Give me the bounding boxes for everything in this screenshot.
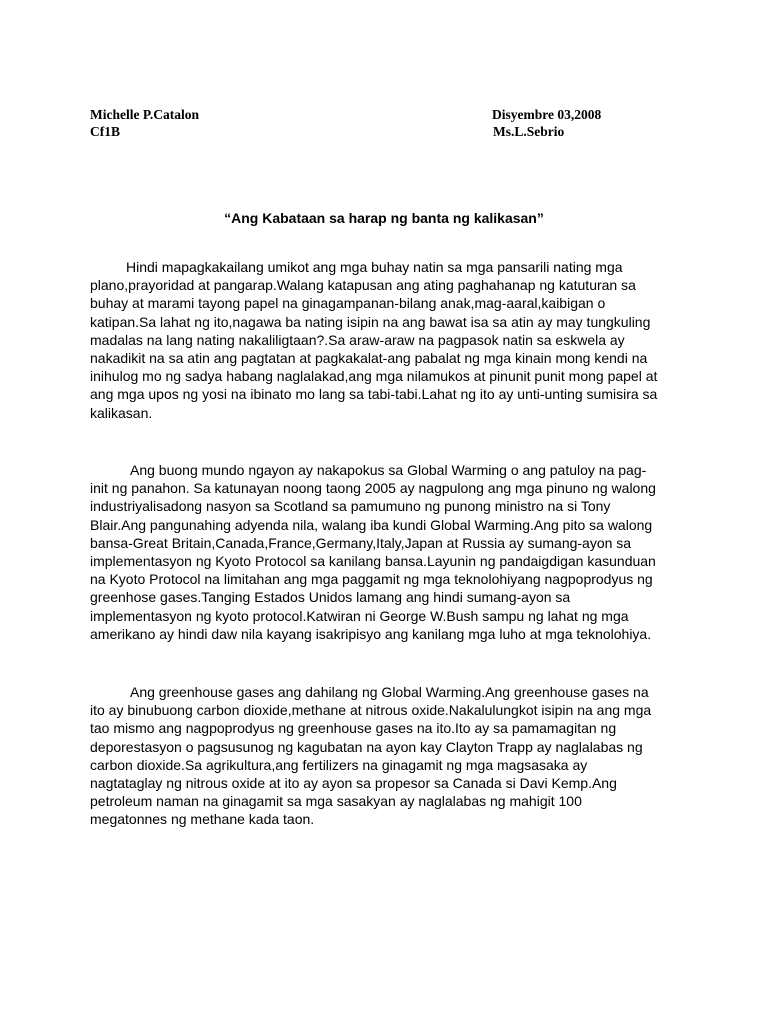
paragraph-line: inihulog mo ng sadya habang naglalakad,ang mga nilamukos at pinunit punit mong papel at [90,368,658,385]
section-name: Cf1B [90,124,120,139]
paragraph-line: bansa-Great Britain,Canada,France,Germany,Italy,Japan at Russia ay sumang-ayon sa [90,534,632,551]
paragraph-line: industriyalisadong nasyon sa Scotland sa pamumuno ng punong ministro na si Tony [90,498,611,515]
paragraph-line: madalas na lang nating nakaliligtaan?.Sa araw-araw na pagpasok natin sa eskwela ay [90,331,625,348]
paragraph-line: init ng panahon. Sa katunayan noong taong 2005 ay nagpulong ang mga pinuno ng walong [90,480,656,497]
paragraph-line: amerikano ay hindi daw nila kayang isakripisyo ang kanilang mga luho at mga teknolohiya. [90,625,652,642]
paragraph-line: petroleum naman na ginagamit sa mga sasakyan ay naglalabas ng mahigit 100 [90,793,582,810]
paragraph-line: Hindi mapagkakailang umikot ang mga buhay natin sa mga pansarili nating mga [126,259,623,275]
paragraph-3 [90,683,690,829]
paragraph-2 [90,461,690,643]
paragraph-line: nakadikit na sa atin ang pagtatan at pagkakalat-ang pabalat ng mga kinain mong kendi na [90,350,648,367]
essay-title: “Ang Kabataan sa harap ng banta ng kalikasan” [224,210,544,226]
paragraph-line: kalikasan. [90,404,153,421]
paragraph-line: implementasyon ng kyoto protocol.Katwiran ni George W.Bush sampu ng lahat ng mga [90,607,629,624]
paragraph-line: buhay at marami tayong papel na ginagampanan-bilang anak,mag-aaral,kaibigan o [90,295,606,312]
document-date: Disyembre 03,2008 [492,107,602,122]
author-block [90,106,199,140]
paragraph-line: nagtataglay ng nitrous oxide at ito ay ayon sa propesor sa Canada si Davi Kemp.Ang [90,775,617,792]
paragraph-line: Ang greenhouse gases ang dahilang ng Global Warming.Ang greenhouse gases na [130,684,649,700]
paragraph-line: katipan.Sa lahat ng ito,nagawa ba nating isipin na ang bawat isa sa atin ay may tungkuling [90,313,651,330]
paragraph-1 [90,258,690,422]
paragraph-line: tao mismo ang nagpoprodyus ng greenhouse gases na ito.Ito ay sa pamamagitan ng [90,720,617,737]
paragraph-line: ito ay binubuong carbon dioxide,methane at nitrous oxide.Nakalulungkot isipin na ang mga [90,702,652,719]
paragraph-line: Blair.Ang pangunahing adyenda nila, walang iba kundi Global Warming.Ang pito sa walong [90,516,653,533]
paragraph-line: Ang buong mundo ngayon ay nakapokus sa Global Warming o ang patuloy na pag- [130,462,647,478]
paragraph-line: greenhose gases.Tanging Estados Unidos lamang ang hindi sumang-ayon sa [90,589,571,606]
author-name: Michelle P.Catalon [90,107,199,122]
date-teacher-block [492,106,601,140]
teacher-name: Ms.L.Sebrio [493,124,565,139]
paragraph-line: plano,prayoridad at pangarap.Walang katapusan ang ating paghahanap ng katuturan sa [90,277,636,294]
paragraph-line: carbon dioxide.Sa agrikultura,ang fertilizers na ginagamit ng mga magsasaka ay [90,756,588,773]
paragraph-line: megatonnes ng methane kada taon. [90,811,315,828]
paragraph-line: deporestasyon o pagsusunog ng kagubatan na ayon kay Clayton Trapp ay naglalabas ng [90,738,643,755]
paragraph-line: na Kyoto Protocol na limitahan ang mga paggamit ng mga teknolohiyang nagpoprodyus ng [90,571,653,588]
paragraph-line: ang mga upos ng yosi na ibinato mo lang sa tabi-tabi.Lahat ng ito ay unti-unting sumisira sa [90,386,658,403]
paragraph-line: implementasyon ng Kyoto Protocol sa kanilang bansa.Layunin ng pandaigdigan kasunduan [90,553,656,570]
